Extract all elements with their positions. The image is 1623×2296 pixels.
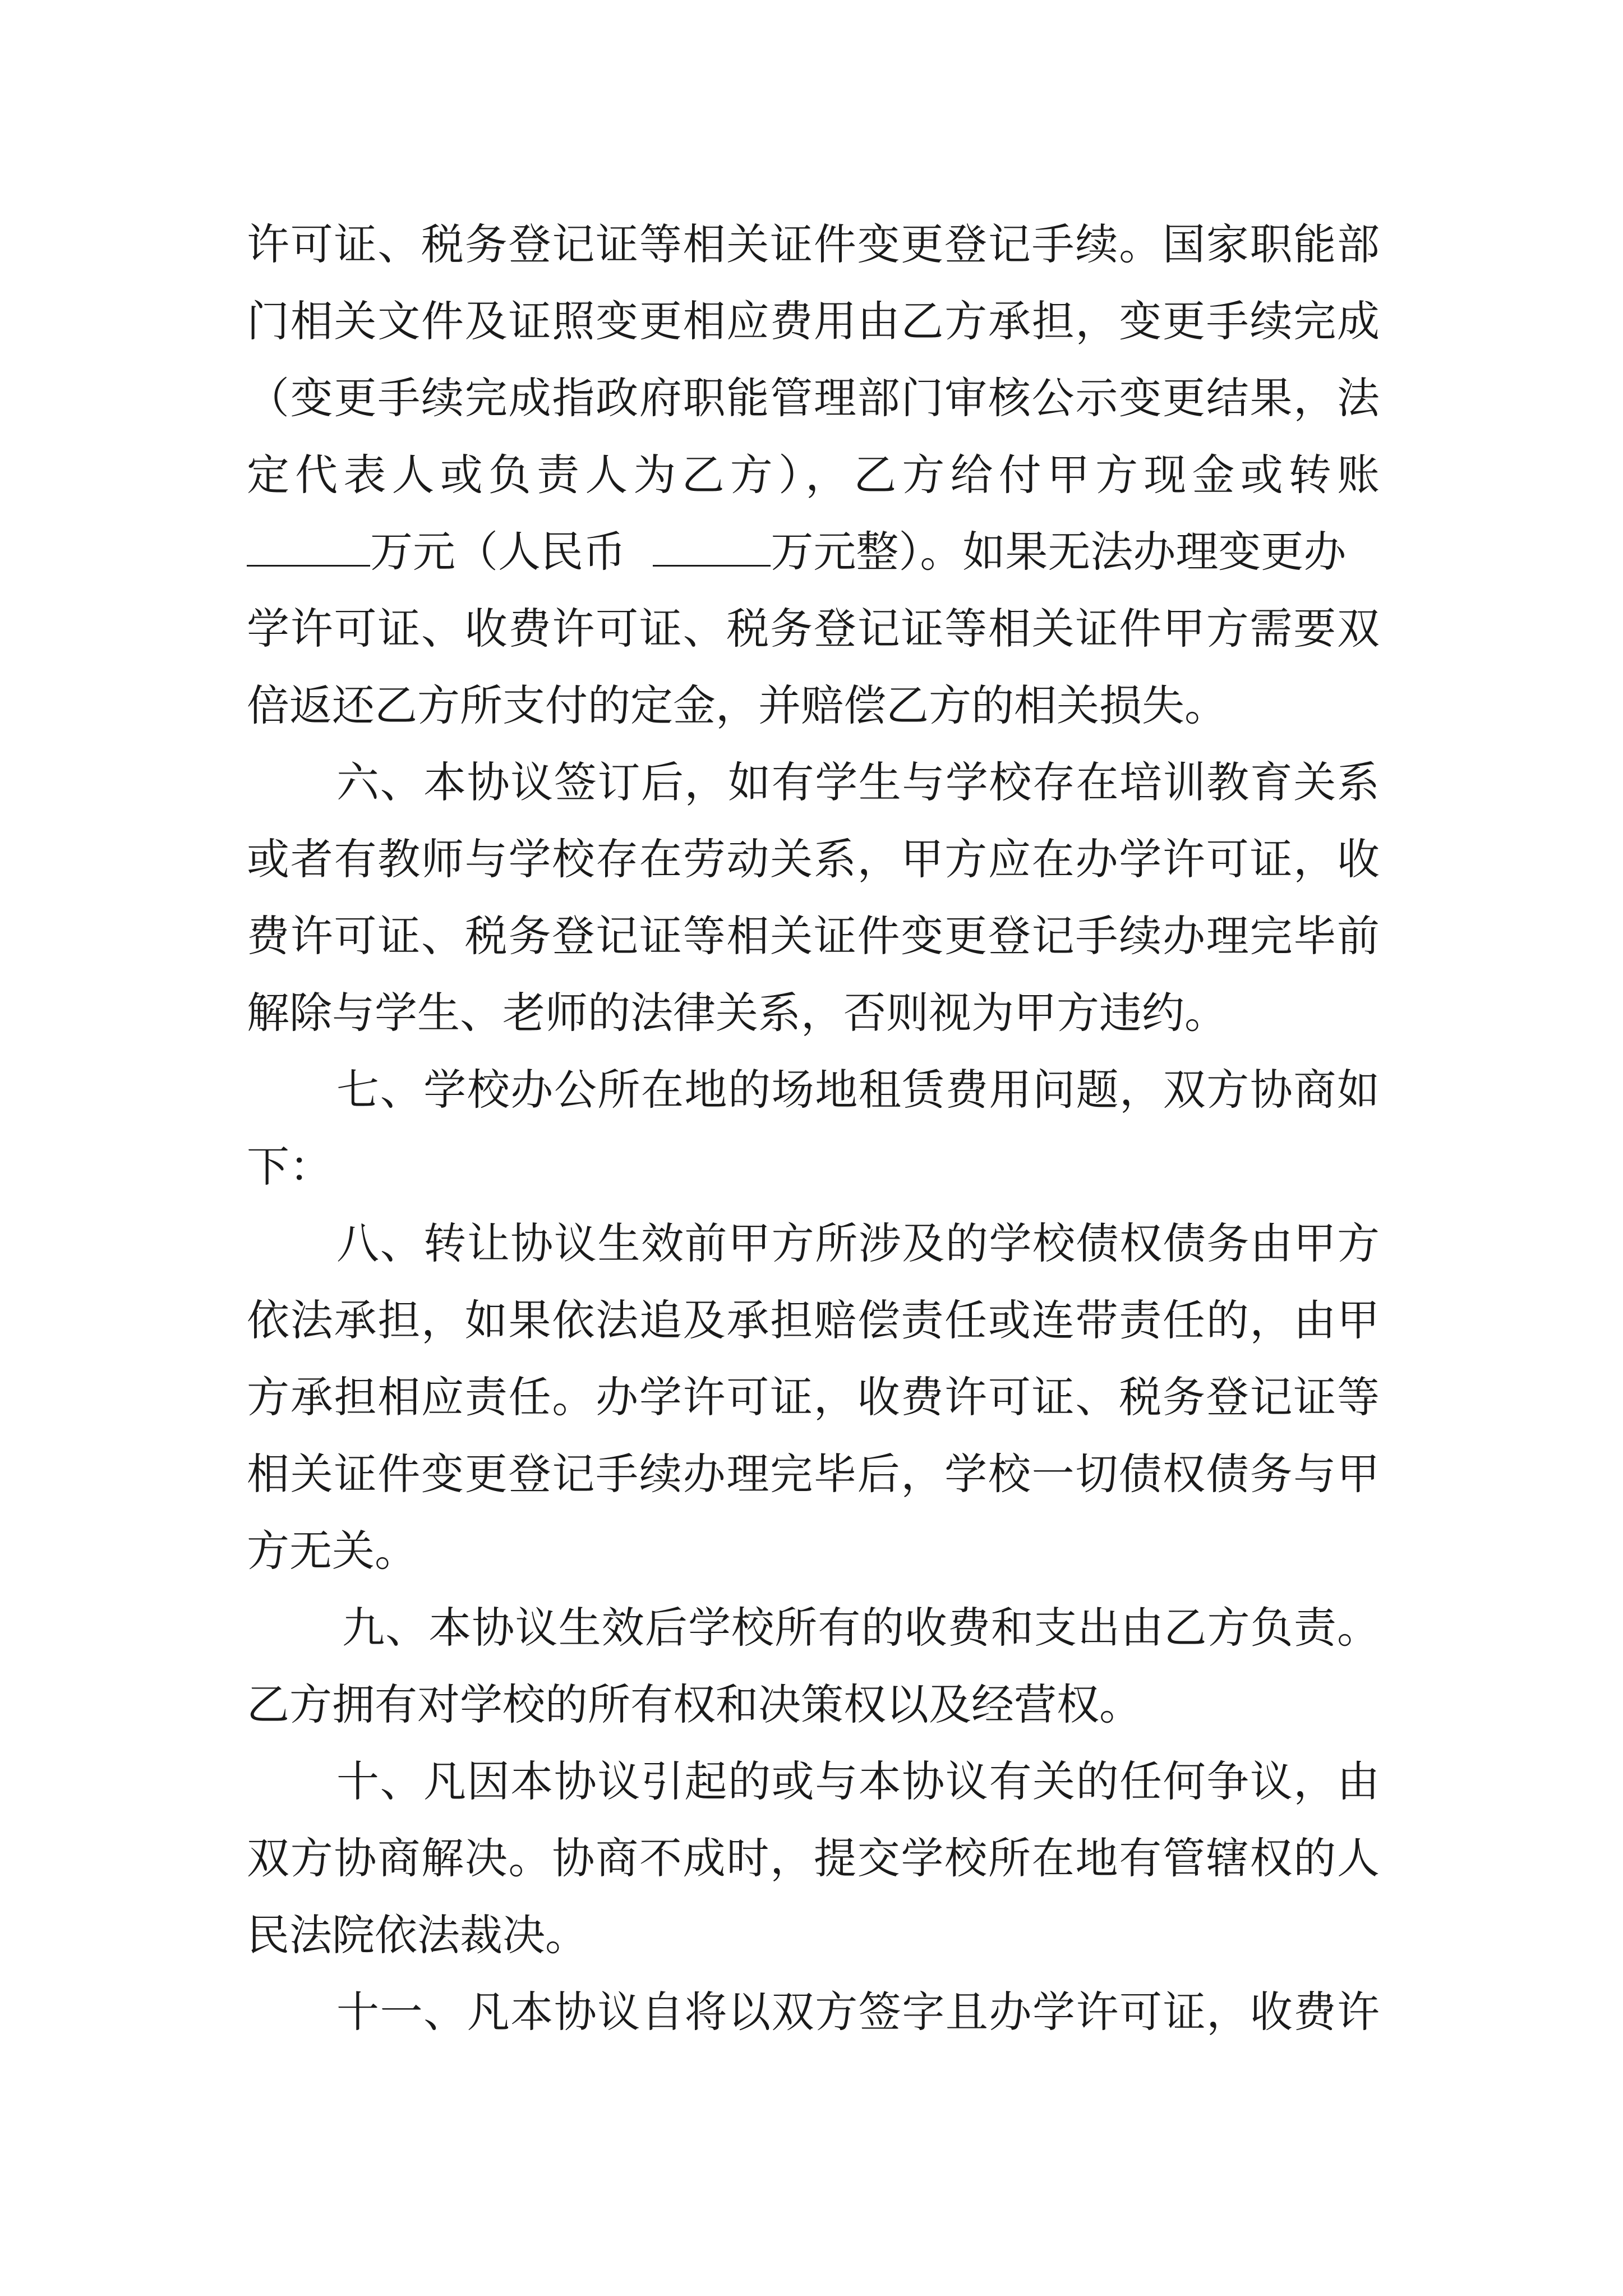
paragraph-line: 定代表人或负责人为乙方），乙方给付甲方现金或转账 [247,450,1380,500]
paragraph-line: 学许可证、收费许可证、税务登记证等相关证件甲方需要双 [247,604,1380,654]
paragraph-line: 方承担相应责任。办学许可证，收费许可证、税务登记证等 [247,1372,1380,1422]
clause-eleven-line: 十一、凡本协议自将以双方签字且办学许可证，收费许 [336,1987,1380,2037]
paragraph-line: 解除与学生、老师的法律关系，否则视为甲方违约。 [247,988,1227,1038]
clause-ten-line: 十、凡因本协议引起的或与本协议有关的任何争议，由 [336,1756,1380,1806]
paragraph-line: 相关证件变更登记手续办理完毕后，学校一切债权债务与甲 [247,1449,1380,1499]
amount-text-1: 万元（人民币 [370,527,626,577]
amount-blank-rmb [653,526,771,567]
paragraph-line: 费许可证、税务登记证等相关证件变更登记手续办理完毕前 [247,911,1380,961]
paragraph-line: 依法承担，如果依法追及承担赔偿责任或连带责任的，由甲 [247,1295,1380,1345]
amount-text-2: 万元整）。如果无法办理变更办 [771,527,1347,577]
clause-six-line: 六、本协议签订后，如有学生与学校存在培训教育关系 [336,757,1380,807]
paragraph-line: 乙方拥有对学校的所有权和决策权以及经营权。 [247,1680,1142,1729]
paragraph-line: 方无关。 [247,1526,417,1576]
paragraph-line: 下： [247,1142,332,1191]
paragraph-line: （变更手续完成指政府职能管理部门审核公示变更结果，法 [247,373,1380,423]
paragraph-line: 或者有教师与学校存在劳动关系，甲方应在办学许可证，收 [247,834,1380,884]
clause-nine-line: 九、本协议生效后学校所有的收费和支出由乙方负责。 [342,1603,1380,1653]
clause-seven-line: 七、学校办公所在地的场地租赁费用问题，双方协商如 [336,1065,1380,1115]
amount-blank [247,526,370,567]
paragraph-line: 许可证、税务登记证等相关证件变更登记手续。国家职能部 [247,219,1380,269]
paragraph-line: 倍返还乙方所支付的定金，并赔偿乙方的相关损失。 [247,680,1227,730]
paragraph-line: 双方协商解决。协商不成时，提交学校所在地有管辖权的人 [247,1833,1380,1883]
paragraph-line: 民法院依法裁决。 [247,1910,588,1960]
clause-eight-line: 八、转让协议生效前甲方所涉及的学校债权债务由甲方 [336,1218,1380,1268]
paragraph-line: 门相关文件及证照变更相应费用由乙方承担，变更手续完成 [247,296,1380,346]
blank-fill-line [247,513,1380,591]
